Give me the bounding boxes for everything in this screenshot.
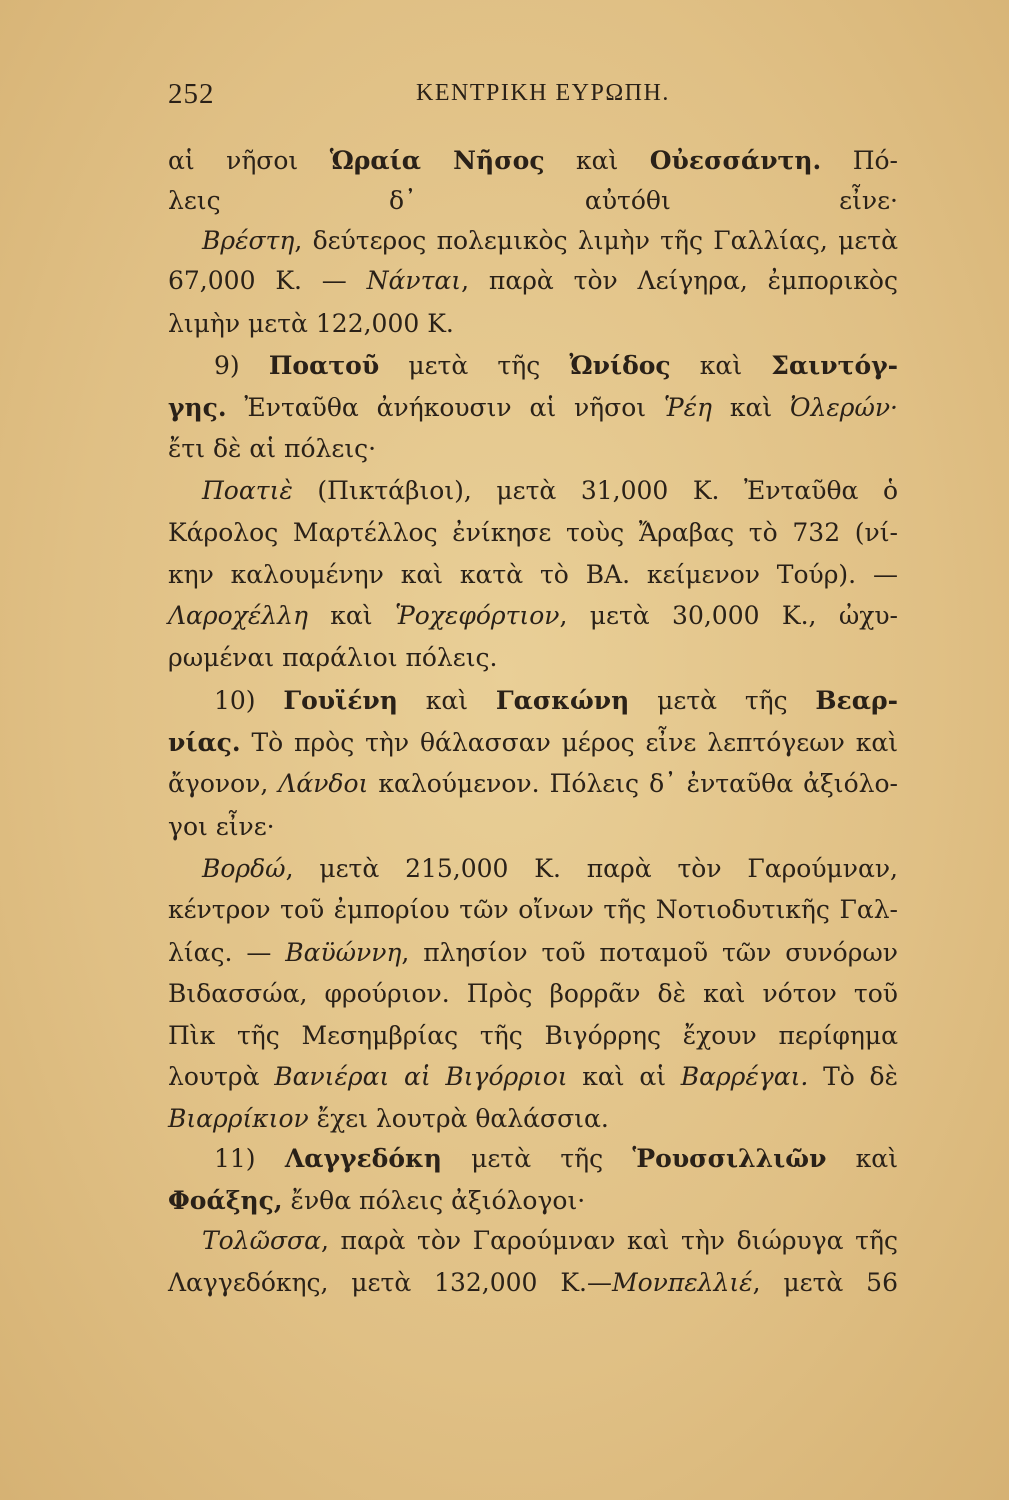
text-run: γοι εἶνε·	[168, 812, 275, 841]
text-run: μετὰ τῆς	[629, 686, 816, 715]
text-run: καὶ	[307, 601, 395, 630]
text-line	[168, 1058, 898, 1096]
italic-term: Ποατιὲ	[202, 476, 293, 505]
text-line	[168, 182, 898, 220]
text-run: , μετὰ 56	[752, 1268, 898, 1297]
text-run: αἱ νῆσοι	[168, 146, 330, 175]
text-run: μετὰ τῆς	[441, 1144, 633, 1173]
text-run: Λαγγεδόκης, μετὰ 132,000 Κ.—	[168, 1268, 612, 1297]
text-line	[168, 262, 898, 300]
bold-term: Σαιντόγ-	[771, 351, 898, 380]
text-run: , δεύτερος πολεμικὸς λιμὴν τῆς Γαλλίας, μετὰ	[294, 226, 898, 255]
bold-term: γης.	[168, 393, 227, 422]
italic-term: Λάνδοι	[278, 769, 369, 798]
text-line	[202, 472, 898, 510]
italic-term: Βαρρέγαι.	[680, 1062, 809, 1091]
bold-term: Ὠνίδος	[569, 351, 671, 380]
text-run: καὶ	[712, 393, 791, 422]
bold-term: Γασκώνη	[495, 686, 630, 715]
italic-term: Βορδώ	[202, 854, 286, 883]
text-line	[202, 850, 898, 888]
text-line	[214, 682, 898, 720]
bold-term: Φοάξης,	[168, 1186, 283, 1215]
text-line	[168, 1182, 898, 1220]
text-run: ἔτι δὲ αἱ πόλεις·	[168, 434, 377, 463]
bold-term: Οὐεσσάντη.	[649, 146, 822, 175]
text-run: καὶ	[826, 1144, 898, 1173]
text-run: μετὰ τῆς	[379, 351, 570, 380]
italic-term: Λαροχέλλη	[168, 601, 308, 630]
text-run: Κάρολος Μαρτέλλος ἐνίκησε τοὺς Ἄραβας τὸ 732 (νί-	[168, 518, 898, 547]
text-line	[202, 1222, 898, 1260]
text-run: , μετὰ 30,000 Κ., ὠχυ-	[559, 601, 898, 630]
text-run: καὶ αἱ	[567, 1062, 681, 1091]
text-run: λίας. —	[168, 938, 286, 967]
bold-term: Γουϊένη	[283, 686, 398, 715]
text-run: 10)	[214, 686, 284, 715]
text-run: καὶ	[544, 146, 650, 175]
italic-term: Ῥοχεφόρτιον	[394, 601, 560, 630]
text-run: , παρὰ τὸν Λείγηρα, ἐμπορικὸς	[461, 266, 898, 295]
bold-term: Λαγγεδόκη	[284, 1144, 442, 1173]
bold-term: Ῥουσσιλλιῶν	[632, 1144, 827, 1173]
running-head: ΚΕΝΤΡΙΚΗ ΕΥΡΩΠΗ.	[416, 80, 670, 106]
text-line	[168, 639, 898, 677]
italic-term: Βιαρρίκιον	[168, 1104, 309, 1133]
text-run: καὶ	[397, 686, 496, 715]
text-run: Τὸ δὲ	[808, 1062, 898, 1091]
text-run: Τὸ πρὸς τὴν θάλασσαν μέρος εἶνε λεπτόγεων καὶ	[240, 728, 898, 757]
italic-term: Νάνται	[366, 266, 462, 295]
italic-term: Ὀλερών·	[790, 393, 898, 422]
text-run: ἔχει λουτρὰ θαλάσσια.	[308, 1104, 609, 1133]
text-line	[168, 1100, 898, 1138]
bold-term: νίας.	[168, 728, 241, 757]
text-run: (Πικτάβιοι), μετὰ 31,000 Κ. Ἐνταῦθα ὁ	[292, 476, 898, 505]
text-run: Πὶκ τῆς Μεσημβρίας τῆς Βιγόρρης ἔχουν περίφημα	[168, 1021, 898, 1050]
page-number: 252	[168, 78, 215, 110]
text-run: 67,000 Κ. —	[168, 266, 367, 295]
italic-term: Βαϋώννη	[285, 938, 402, 967]
text-run: Βιδασσώα, φρούριον. Πρὸς βορρᾶν δὲ καὶ νότον τοῦ	[168, 979, 898, 1008]
text-run: κην καλουμένην καὶ κατὰ τὸ ΒΑ. κείμενον Τούρ). —	[168, 560, 898, 589]
text-run: 11)	[214, 1144, 285, 1173]
italic-term: Ῥέη	[663, 393, 713, 422]
text-line	[168, 142, 898, 180]
text-run: ρωμέναι παράλιοι πόλεις.	[168, 643, 498, 672]
text-line	[168, 934, 898, 972]
text-run: , πλησίον τοῦ ποταμοῦ τῶν συνόρων	[401, 938, 899, 967]
text-run: καλούμενον. Πόλεις δ᾽ ἐνταῦθα ἀξιόλο-	[368, 769, 898, 798]
text-line	[168, 305, 898, 343]
text-run: κέντρον τοῦ ἐμπορίου τῶν οἴνων τῆς Νοτιοδυτικῆς Γαλ-	[168, 895, 898, 924]
text-line	[214, 1140, 898, 1178]
text-line	[168, 808, 898, 846]
text-line	[168, 514, 898, 552]
text-run: , μετὰ 215,000 Κ. παρὰ τὸν Γαρούμναν,	[285, 854, 898, 883]
text-line	[168, 597, 898, 635]
bold-term: Ποατοῦ	[268, 351, 380, 380]
text-run: λιμὴν μετὰ 122,000 Κ.	[168, 309, 454, 338]
text-run: καὶ	[670, 351, 772, 380]
text-run: λουτρὰ	[168, 1062, 275, 1091]
text-run: Ἐνταῦθα ἀνήκουσιν αἱ νῆσοι	[226, 393, 664, 422]
text-run: ἔνθα πόλεις ἀξιόλογοι·	[282, 1186, 586, 1215]
text-run: ἄγονον,	[168, 769, 279, 798]
text-run: , παρὰ τὸν Γαρούμναν καὶ τὴν διώρυγα τῆς	[320, 1226, 898, 1255]
italic-term: Μονπελλιέ	[611, 1268, 753, 1297]
text-run: λεις δ᾽ αὐτόθι εἶνε·	[168, 186, 898, 215]
text-run: Πό-	[821, 146, 898, 175]
page-header	[168, 78, 898, 118]
text-run: 9)	[214, 351, 269, 380]
text-line	[168, 430, 898, 468]
text-line	[202, 222, 898, 260]
bold-term: Βεαρ-	[815, 686, 898, 715]
bold-term: Ὡραία Νῆσος	[329, 146, 545, 175]
italic-term: Βανιέραι αἱ Βιγόρριοι	[274, 1062, 568, 1091]
text-line	[168, 556, 898, 594]
text-line	[168, 389, 898, 427]
italic-term: Βρέστη	[202, 226, 295, 255]
text-line	[168, 765, 898, 803]
text-line	[168, 724, 898, 762]
text-line	[168, 975, 898, 1013]
text-line	[214, 347, 898, 385]
text-line	[168, 1017, 898, 1055]
text-line	[168, 891, 898, 929]
text-line	[168, 1264, 898, 1302]
italic-term: Τολῶσσα	[202, 1226, 321, 1255]
